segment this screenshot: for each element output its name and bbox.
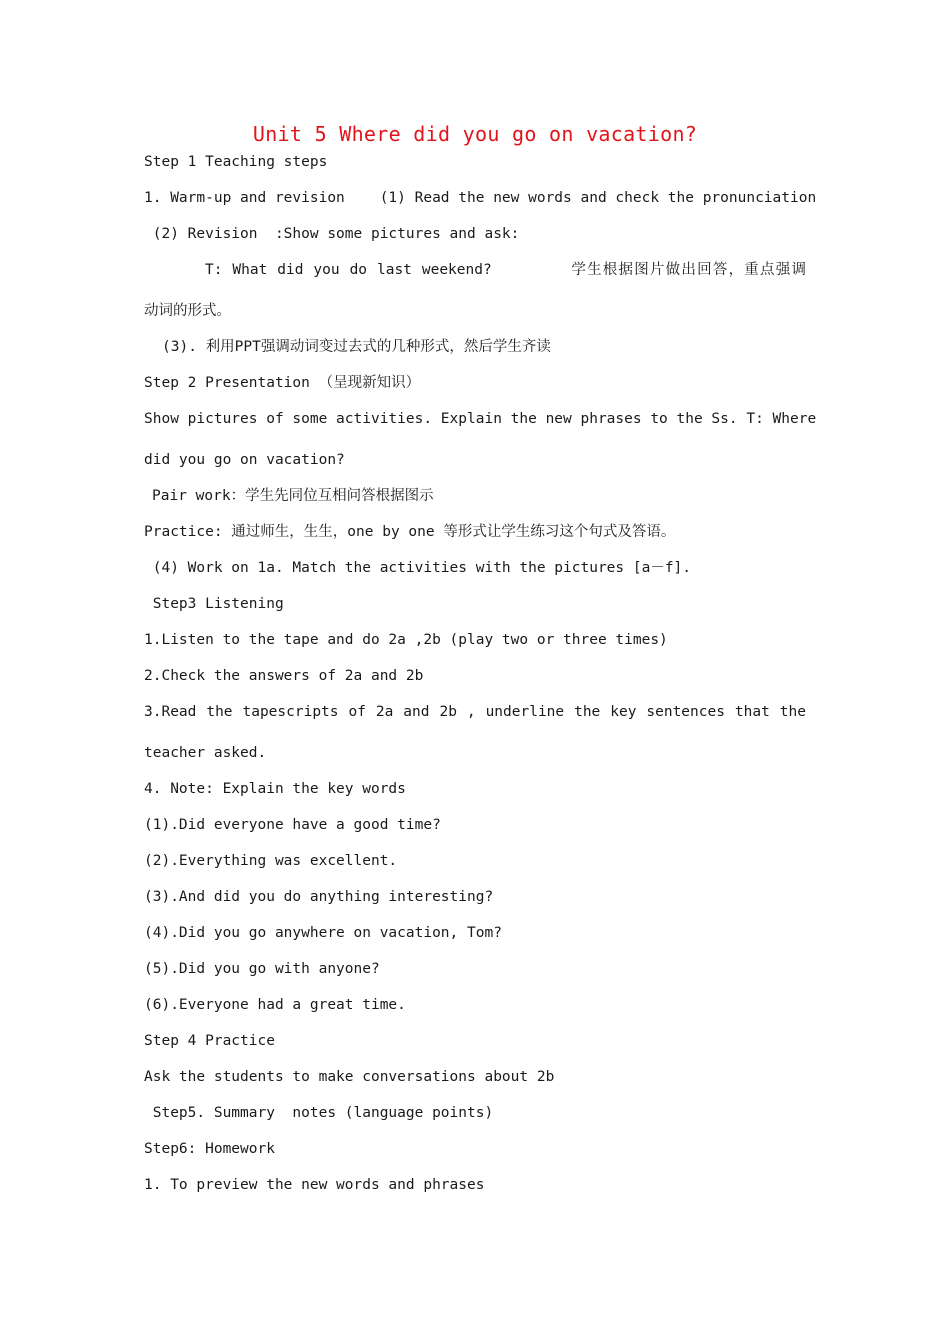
list-item: (4).Did you go anywhere on vacation, Tom?	[144, 925, 502, 941]
line-step4-heading: Step 4 Practice	[144, 1033, 275, 1049]
line-practice: Practice: 通过师生，生生，one by one 等形式让学生练习这个句式及答语。	[144, 524, 676, 540]
line-preview-words: 1. To preview the new words and phrases	[144, 1177, 485, 1193]
list-item: (6).Everyone had a great time.	[144, 997, 406, 1013]
line-step1-heading: Step 1 Teaching steps	[144, 154, 328, 170]
line-check-answers: 2.Check the answers of 2a and 2b	[144, 668, 424, 684]
list-item: (1).Did everyone have a good time?	[144, 817, 441, 833]
line-conversations: Ask the students to make conversations about 2b	[144, 1069, 555, 1085]
line-step5-summary: Step5. Summary notes (language points)	[144, 1105, 494, 1121]
line-teacher-question: T: What did you do last weekend? 学生根据图片做出回答，重点强调	[205, 262, 806, 278]
list-item: (2).Everything was excellent.	[144, 853, 398, 869]
line-verb-form: 动词的形式。	[144, 303, 231, 319]
line-read-tapescripts: 3.Read the tapescripts of 2a and 2b , underline the key sentences that the	[144, 704, 806, 720]
list-item: (5).Did you go with anyone?	[144, 961, 380, 977]
line-pair-work: Pair work：学生先同位互相问答根据图示	[152, 488, 434, 504]
line-note-key-words: 4. Note: Explain the key words	[144, 781, 406, 797]
document-title: Unit 5 Where did you go on vacation?	[252, 122, 698, 146]
list-item: (3).And did you do anything interesting?	[144, 889, 494, 905]
line-warmup: 1. Warm-up and revision (1) Read the new words and check the pronunciation	[144, 190, 817, 206]
line-revision: (2) Revision :Show some pictures and ask:	[144, 226, 520, 242]
line-show-pictures: Show pictures of some activities. Explain the new phrases to the Ss. T: Where	[144, 411, 817, 427]
line-vacation-question: did you go on vacation?	[144, 452, 345, 468]
line-listen-tape: 1.Listen to the tape and do 2a ,2b (play two or three times)	[144, 632, 668, 648]
line-ppt-past-tense: (3). 利用PPT强调动词变过去式的几种形式，然后学生齐读	[162, 339, 551, 355]
line-teacher-asked: teacher asked.	[144, 745, 267, 761]
line-step2-heading: Step 2 Presentation （呈现新知识）	[144, 375, 421, 391]
line-step3-heading: Step3 Listening	[144, 596, 284, 612]
line-work-1a: (4) Work on 1a. Match the activities with the pictures [a－f].	[144, 560, 692, 576]
line-step6-homework: Step6: Homework	[144, 1141, 275, 1157]
